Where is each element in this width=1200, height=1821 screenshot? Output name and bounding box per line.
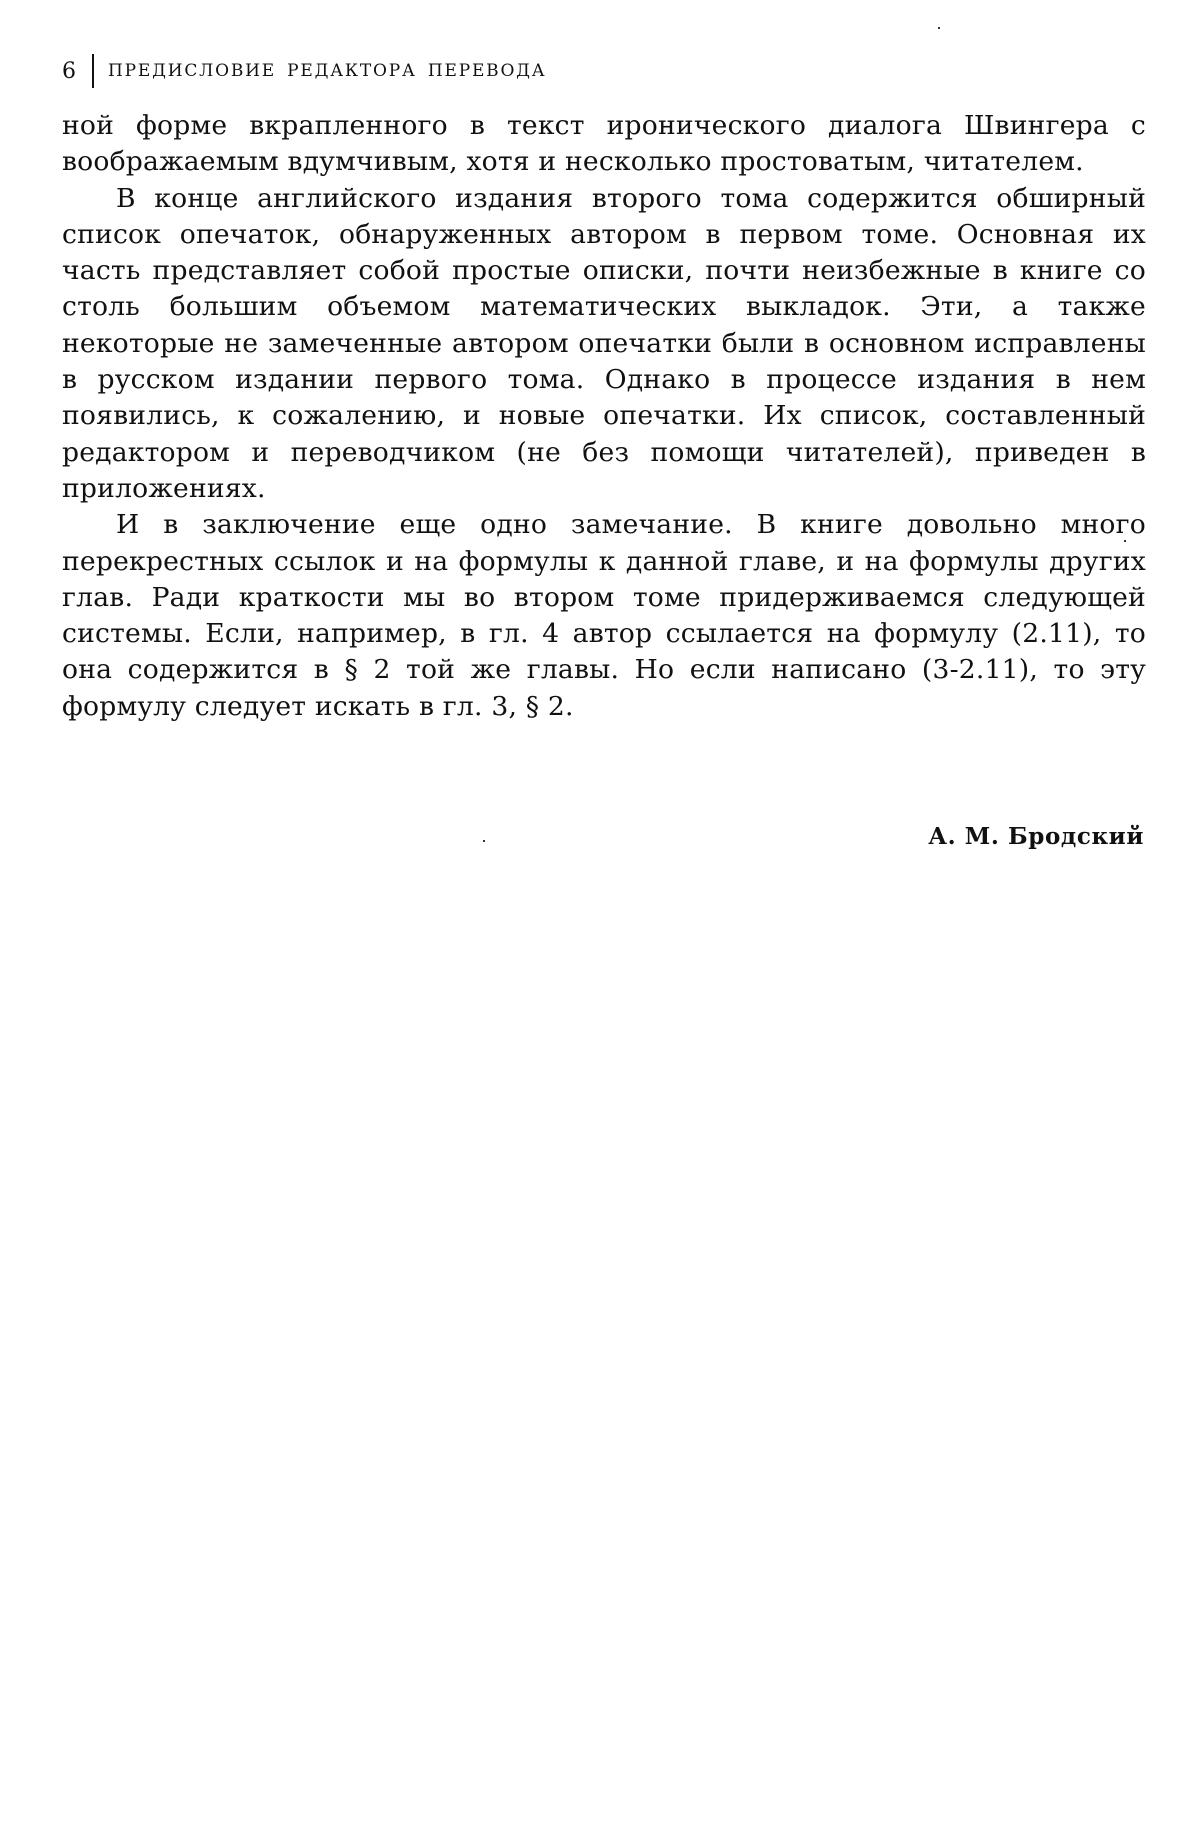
header-divider [92, 54, 94, 88]
paragraph-continuation: ной форме вкрапленного в текст иронического диалога Швингера с воображаемым вдумчивым, хотя и несколько простоватым, читателем. [62, 110, 1146, 178]
paragraph-cross-references: И в заключение еще одно замечание. В книге довольно много перекрестных ссылок и на формулы к данной главе, и на формулы других глав. Ради краткости мы во втором томе придерживаемся следующей системы. Если, например, в гл. 4 автор ссылается на формулу (2.11), то она содержится в § 2 той же главы. Но если написано (3-2.11), то эту формулу следует искать в гл. 3, § 2. [62, 509, 1146, 722]
scan-speck [938, 27, 940, 29]
running-title: ПРЕДИСЛОВИЕ РЕДАКТОРА ПЕРЕВОДА [108, 61, 547, 81]
page-header [62, 56, 546, 86]
paragraph-errata: В конце английского издания второго тома содержится обширный список опечаток, обнаруженных автором в первом томе. Основная их часть представляет собой простые описки, почти неизбежные в книге со столь большим объемом математических выкладок. Эти, а также некоторые не замеченные автором опечатки были в основном исправлены в русском издании первого тома. Однако в процессе издания в нем появились, к сожалению, и новые опечатки. Их список, составленный редактором и переводчиком (не без помощи читателей), приведен в приложениях. [62, 182, 1146, 504]
editor-signature: А. М. Бродский [928, 823, 1144, 850]
scan-speck [1124, 540, 1126, 542]
scan-speck [483, 840, 485, 842]
body-text [62, 108, 1146, 725]
page-number: 6 [62, 58, 76, 84]
